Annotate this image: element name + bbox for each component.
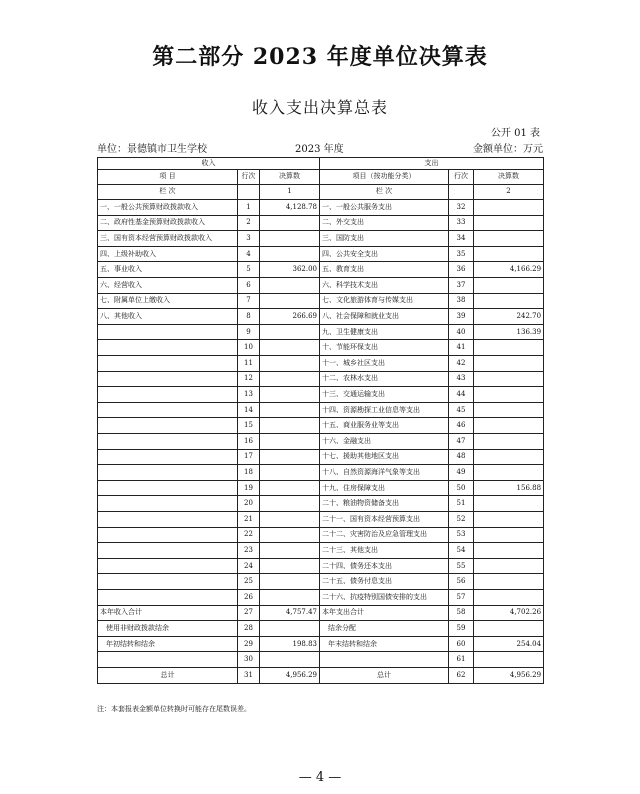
expense-item-cell: 总计: [320, 667, 449, 683]
table-row: [98, 449, 544, 465]
income-line-cell: 7: [238, 293, 260, 309]
expense-amount-cell: [474, 465, 544, 481]
expense-line-cell: 48: [449, 449, 474, 465]
expense-line-cell: 42: [449, 356, 474, 372]
income-item-cell: 七、附属单位上缴收入: [98, 293, 238, 309]
income-amount-cell: [260, 371, 320, 387]
expense-amount-cell: [474, 278, 544, 294]
income-expense-summary-table: [97, 157, 544, 684]
income-item-cell: [98, 465, 238, 481]
table-row: [98, 231, 544, 247]
expense-item-cell: [320, 652, 449, 668]
table-row: [98, 652, 544, 668]
income-line-cell: 14: [238, 402, 260, 418]
expense-amount-cell: [474, 652, 544, 668]
expense-item-cell: 四、公共安全支出: [320, 246, 449, 262]
income-line-cell: 30: [238, 652, 260, 668]
table-row: [98, 605, 544, 621]
expense-amount-cell: [474, 371, 544, 387]
table-row: [98, 667, 544, 683]
expense-amount-cell: [474, 527, 544, 543]
income-amount-cell: [260, 215, 320, 231]
col-amount: 决算数: [260, 169, 320, 184]
meta-row: [97, 140, 543, 154]
expense-item-cell: 三、国防支出: [320, 231, 449, 247]
income-item-cell: 本年收入合计: [98, 605, 238, 621]
expense-item-cell: 二十五、债务付息支出: [320, 574, 449, 590]
expense-amount-cell: 4,702.26: [474, 605, 544, 621]
expense-item-cell: 二十一、国有资本经营预算支出: [320, 511, 449, 527]
expense-item-cell: 十六、金融支出: [320, 434, 449, 450]
table-row: [98, 589, 544, 605]
expense-amount-cell: 4,956.29: [474, 667, 544, 683]
expense-line-cell: 39: [449, 309, 474, 325]
expense-amount-cell: [474, 621, 544, 637]
page-title: 第二部分 2023 年度单位决算表: [152, 44, 488, 70]
expense-line-cell: 45: [449, 402, 474, 418]
income-line-cell: 20: [238, 496, 260, 512]
expense-item-cell: 十一、城乡社区支出: [320, 356, 449, 372]
expense-amount-cell: [474, 293, 544, 309]
expense-amount-cell: [474, 434, 544, 450]
table-row: [98, 200, 544, 216]
income-amount-cell: [260, 652, 320, 668]
income-item-cell: 二、政府性基金预算财政拨款收入: [98, 215, 238, 231]
table-row: [98, 356, 544, 372]
income-amount-cell: 4,956.29: [260, 667, 320, 683]
income-line-cell: 28: [238, 621, 260, 637]
income-item-cell: [98, 402, 238, 418]
expense-line-cell: 60: [449, 636, 474, 652]
column-index-label: 栏 次: [98, 184, 238, 200]
expense-line-cell: 37: [449, 278, 474, 294]
currency-unit: 金额单位：万元: [473, 144, 543, 155]
income-line-cell: 23: [238, 543, 260, 559]
column-index-1: 1: [260, 184, 320, 200]
income-amount-cell: 198.83: [260, 636, 320, 652]
expense-item-cell: 二十二、灾害防治及应急管理支出: [320, 527, 449, 543]
income-line-cell: 5: [238, 262, 260, 278]
expense-line-cell: 55: [449, 558, 474, 574]
income-line-cell: 9: [238, 324, 260, 340]
column-index-blank: [238, 184, 260, 200]
income-amount-cell: [260, 465, 320, 481]
income-item-cell: 五、事业收入: [98, 262, 238, 278]
unit-name: 单位：景德镇市卫生学校: [97, 144, 207, 155]
income-item-cell: [98, 371, 238, 387]
income-line-cell: 15: [238, 418, 260, 434]
table-row: [98, 293, 544, 309]
expense-line-cell: 34: [449, 231, 474, 247]
income-item-cell: 四、上级补助收入: [98, 246, 238, 262]
income-line-cell: 25: [238, 574, 260, 590]
table-row: [98, 636, 544, 652]
table-row: [98, 262, 544, 278]
table-row: [98, 278, 544, 294]
table-row: [98, 402, 544, 418]
income-line-cell: 1: [238, 200, 260, 216]
income-item-cell: [98, 543, 238, 559]
expense-item-cell: 十七、援助其他地区支出: [320, 449, 449, 465]
income-amount-cell: [260, 543, 320, 559]
income-amount-cell: [260, 434, 320, 450]
expense-amount-cell: 136.39: [474, 324, 544, 340]
table-row: [98, 480, 544, 496]
income-item-cell: [98, 496, 238, 512]
income-item-cell: 六、经营收入: [98, 278, 238, 294]
income-line-cell: 3: [238, 231, 260, 247]
expense-amount-cell: [474, 231, 544, 247]
expense-amount-cell: 254.04: [474, 636, 544, 652]
income-line-cell: 2: [238, 215, 260, 231]
col-amount-2: 决算数: [474, 169, 544, 184]
expense-line-cell: 38: [449, 293, 474, 309]
expense-line-cell: 58: [449, 605, 474, 621]
income-line-cell: 24: [238, 558, 260, 574]
expense-item-cell: 十、节能环保支出: [320, 340, 449, 356]
income-amount-cell: [260, 449, 320, 465]
expense-item-cell: 六、科学技术支出: [320, 278, 449, 294]
table-row: [98, 511, 544, 527]
income-line-cell: 12: [238, 371, 260, 387]
expense-item-cell: 九、卫生健康支出: [320, 324, 449, 340]
table-row: [98, 371, 544, 387]
table-row: [98, 558, 544, 574]
income-amount-cell: [260, 480, 320, 496]
income-line-cell: 18: [238, 465, 260, 481]
income-amount-cell: [260, 527, 320, 543]
fiscal-year: 2023 年度: [295, 144, 344, 155]
expense-line-cell: 62: [449, 667, 474, 683]
income-line-cell: 26: [238, 589, 260, 605]
column-index-blank-2: [449, 184, 474, 200]
income-amount-cell: [260, 621, 320, 637]
expense-item-cell: 结余分配: [320, 621, 449, 637]
income-item-cell: 总计: [98, 667, 238, 683]
income-line-cell: 6: [238, 278, 260, 294]
expense-amount-cell: [474, 543, 544, 559]
income-item-cell: [98, 511, 238, 527]
expense-amount-cell: [474, 200, 544, 216]
col-expense-item: 项目（按功能分类）: [320, 169, 449, 184]
income-amount-cell: [260, 574, 320, 590]
expense-line-cell: 36: [449, 262, 474, 278]
expense-amount-cell: [474, 340, 544, 356]
income-amount-cell: [260, 387, 320, 403]
income-amount-cell: 266.69: [260, 309, 320, 325]
expense-line-cell: 53: [449, 527, 474, 543]
income-amount-cell: [260, 231, 320, 247]
table-row: [98, 215, 544, 231]
col-income-item: 项 目: [98, 169, 238, 184]
table-body: [98, 200, 544, 683]
expense-line-cell: 54: [449, 543, 474, 559]
income-item-cell: [98, 340, 238, 356]
income-amount-cell: [260, 511, 320, 527]
expense-line-cell: 43: [449, 371, 474, 387]
expense-amount-cell: 4,166.29: [474, 262, 544, 278]
expense-item-cell: 一、一般公共服务支出: [320, 200, 449, 216]
expense-item-cell: 二十三、其他支出: [320, 543, 449, 559]
income-amount-cell: 4,757.47: [260, 605, 320, 621]
income-item-cell: [98, 356, 238, 372]
income-line-cell: 13: [238, 387, 260, 403]
expense-item-cell: 二十四、债务还本支出: [320, 558, 449, 574]
page-number: — 4 —: [298, 770, 342, 785]
expense-item-cell: 二十、粮油物资储备支出: [320, 496, 449, 512]
footnote: 注：本套报表金额单位转换时可能存在尾数误差。: [97, 705, 251, 713]
income-line-cell: 11: [238, 356, 260, 372]
expense-line-cell: 33: [449, 215, 474, 231]
income-item-cell: [98, 652, 238, 668]
expense-line-cell: 56: [449, 574, 474, 590]
expense-line-cell: 61: [449, 652, 474, 668]
expense-item-cell: 十九、住房保障支出: [320, 480, 449, 496]
income-line-cell: 17: [238, 449, 260, 465]
expense-line-cell: 32: [449, 200, 474, 216]
income-line-cell: 10: [238, 340, 260, 356]
expense-item-cell: 八、社会保障和就业支出: [320, 309, 449, 325]
expense-amount-cell: [474, 418, 544, 434]
income-item-cell: 使用非财政拨款结余: [98, 621, 238, 637]
table-row: [98, 246, 544, 262]
income-amount-cell: [260, 293, 320, 309]
income-item-cell: [98, 589, 238, 605]
expense-amount-cell: [474, 215, 544, 231]
expense-line-cell: 41: [449, 340, 474, 356]
expense-line-cell: 49: [449, 465, 474, 481]
expense-amount-cell: [474, 589, 544, 605]
income-section-header: 收入: [98, 158, 320, 170]
income-line-cell: 31: [238, 667, 260, 683]
expense-item-cell: 十五、商业服务业等支出: [320, 418, 449, 434]
expense-amount-cell: [474, 402, 544, 418]
expense-amount-cell: [474, 574, 544, 590]
column-index-label-2: 栏 次: [320, 184, 449, 200]
expense-line-cell: 44: [449, 387, 474, 403]
expense-line-cell: 51: [449, 496, 474, 512]
expense-amount-cell: [474, 356, 544, 372]
income-line-cell: 22: [238, 527, 260, 543]
table-row: [98, 434, 544, 450]
income-item-cell: [98, 449, 238, 465]
income-line-cell: 19: [238, 480, 260, 496]
income-item-cell: 一、一般公共预算财政拨款收入: [98, 200, 238, 216]
table-row: [98, 465, 544, 481]
expense-line-cell: 40: [449, 324, 474, 340]
expense-item-cell: 十四、资源勘探工业信息等支出: [320, 402, 449, 418]
expense-line-cell: 46: [449, 418, 474, 434]
income-item-cell: 年初结转和结余: [98, 636, 238, 652]
expense-line-cell: 50: [449, 480, 474, 496]
income-item-cell: 八、其他收入: [98, 309, 238, 325]
expense-amount-cell: 242.70: [474, 309, 544, 325]
col-line-no: 行次: [238, 169, 260, 184]
table-row: [98, 340, 544, 356]
income-amount-cell: 362.00: [260, 262, 320, 278]
income-line-cell: 16: [238, 434, 260, 450]
column-index-2: 2: [474, 184, 544, 200]
table-row: [98, 574, 544, 590]
income-line-cell: 29: [238, 636, 260, 652]
table-row: [98, 621, 544, 637]
expense-line-cell: 59: [449, 621, 474, 637]
expense-item-cell: 本年支出合计: [320, 605, 449, 621]
income-amount-cell: [260, 356, 320, 372]
expense-item-cell: 年末结转和结余: [320, 636, 449, 652]
expense-amount-cell: 156.88: [474, 480, 544, 496]
income-item-cell: [98, 480, 238, 496]
income-amount-cell: [260, 418, 320, 434]
income-amount-cell: [260, 340, 320, 356]
expense-item-cell: 十三、交通运输支出: [320, 387, 449, 403]
expense-line-cell: 47: [449, 434, 474, 450]
expense-item-cell: 十八、自然资源海洋气象等支出: [320, 465, 449, 481]
expense-section-header: 支出: [320, 158, 544, 170]
expense-item-cell: 五、教育支出: [320, 262, 449, 278]
income-item-cell: [98, 434, 238, 450]
income-item-cell: [98, 387, 238, 403]
table-row: [98, 496, 544, 512]
table-row: [98, 418, 544, 434]
income-item-cell: [98, 558, 238, 574]
income-line-cell: 21: [238, 511, 260, 527]
table-row: [98, 309, 544, 325]
expense-amount-cell: [474, 246, 544, 262]
table-row: [98, 324, 544, 340]
expense-amount-cell: [474, 511, 544, 527]
table-title: 收入支出决算总表: [251, 98, 388, 117]
expense-item-cell: 十二、农林水支出: [320, 371, 449, 387]
income-line-cell: 8: [238, 309, 260, 325]
income-amount-cell: [260, 246, 320, 262]
income-line-cell: 4: [238, 246, 260, 262]
income-item-cell: [98, 527, 238, 543]
expense-line-cell: 35: [449, 246, 474, 262]
income-amount-cell: [260, 496, 320, 512]
col-line-no-2: 行次: [449, 169, 474, 184]
expense-amount-cell: [474, 387, 544, 403]
income-item-cell: [98, 324, 238, 340]
income-item-cell: [98, 418, 238, 434]
expense-item-cell: 二、外交支出: [320, 215, 449, 231]
income-amount-cell: [260, 278, 320, 294]
expense-line-cell: 57: [449, 589, 474, 605]
income-item-cell: [98, 574, 238, 590]
table-row: [98, 527, 544, 543]
income-amount-cell: [260, 558, 320, 574]
table-row: [98, 387, 544, 403]
expense-amount-cell: [474, 449, 544, 465]
expense-item-cell: 七、文化旅游体育与传媒支出: [320, 293, 449, 309]
table-row: [98, 543, 544, 559]
income-amount-cell: 4,128.78: [260, 200, 320, 216]
income-line-cell: 27: [238, 605, 260, 621]
income-amount-cell: [260, 402, 320, 418]
form-code: 公开 01 表: [490, 128, 540, 139]
expense-amount-cell: [474, 496, 544, 512]
income-amount-cell: [260, 324, 320, 340]
expense-amount-cell: [474, 558, 544, 574]
expense-item-cell: 二十六、抗疫特别国债安排的支出: [320, 589, 449, 605]
income-item-cell: 三、国有资本经营预算财政拨款收入: [98, 231, 238, 247]
expense-line-cell: 52: [449, 511, 474, 527]
income-amount-cell: [260, 589, 320, 605]
